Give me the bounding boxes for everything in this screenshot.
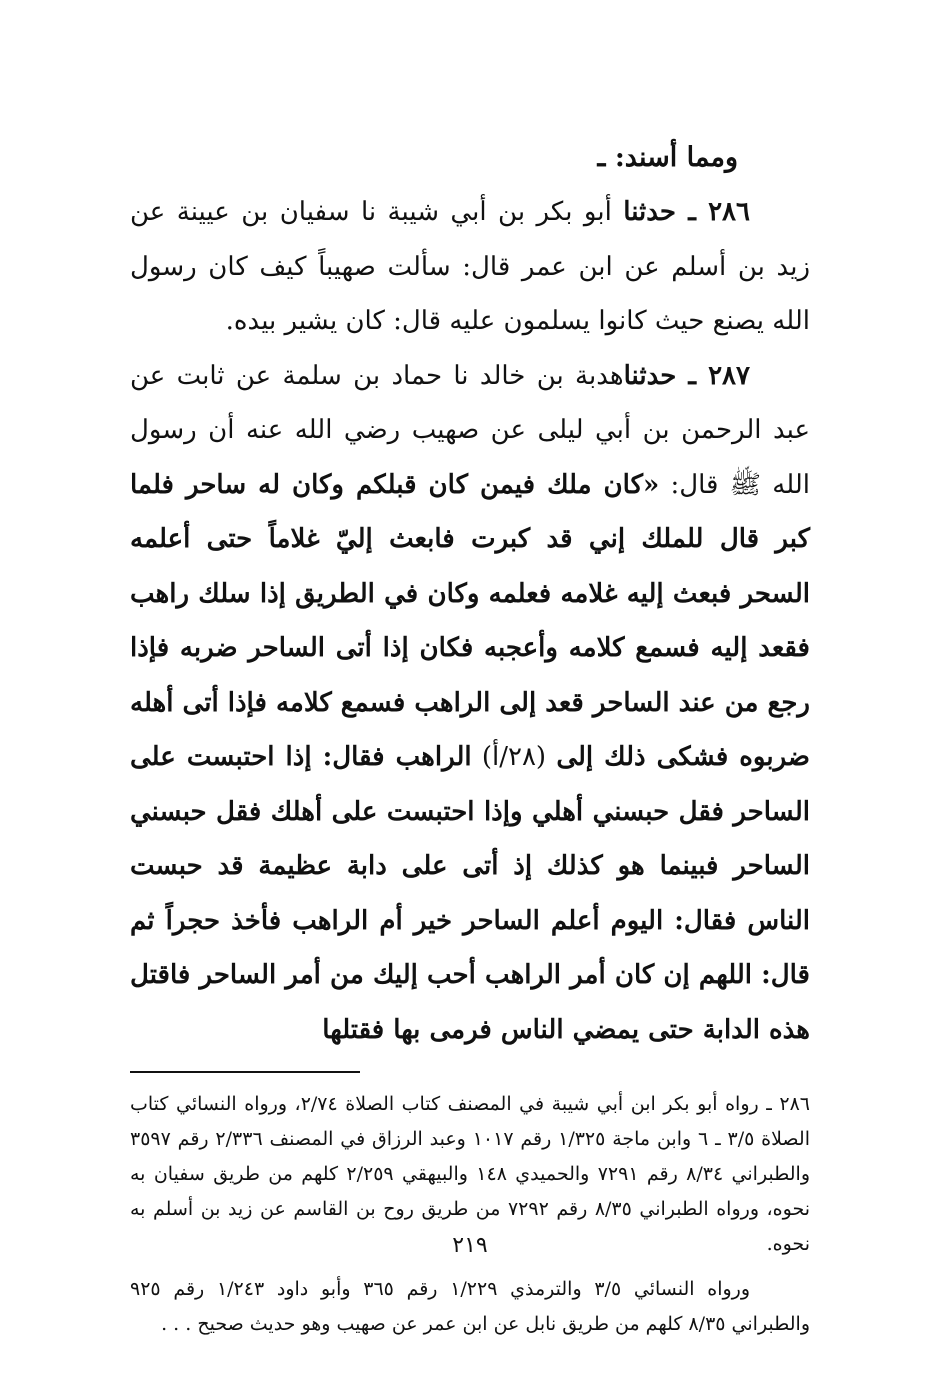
hadith-287 — [130, 349, 810, 1058]
hadith-287-text-bold: «كان ملك فيمن كان قبلكم وكان له ساحر فلما كبر قال للملك إني قد كبرت فابعث إليّ غلاماً حتى أعلمه السحر فبعث إليه غلامه فعلمه وكان في الطريق إذا سلك راهب فقعد إليه فسمع كلامه وأعجبه فكان إذا أتى الساحر ضربه فإذا رجع من عند الساحر قعد إلى الراهب فسمع كلامه فإذا أتى أهله ضربوه فشكى ذلك إلى — [130, 469, 811, 772]
hadith-286 — [130, 185, 810, 349]
hadith-287-text-plain: هدبة بن خالد نا حماد بن سلمة عن ثابت عن عبد الرحمن بن أبي ليلى عن صهيب رضي الله عنه أن رسول الله ﷺ قال: — [130, 360, 811, 500]
footnote-separator — [130, 1071, 360, 1073]
hadith-286-lead: ٢٨٦ ـ حدثنا — [623, 197, 750, 227]
hadith-287-text-bold-2: الراهب فقال: إذا احتبست على الساحر فقل حبسني أهلي وإذا احتبست على أهلك فقل حبسني الساحر فبينما هو كذلك إذ أتى على دابة عظيمة قد حبست الناس فقال: اليوم أعلم الساحر خير أم الراهب فأخذ حجراً ثم قال: اللهم إن كان أمر الراهب أحب إليك من أمر الساحر فاقتل هذه الدابة حتى يمضي الناس فرمى بها فقتلها — [130, 742, 810, 1045]
footnote-286-continued: ورواه النسائي ٣/٥ والترمذي ١/٢٢٩ رقم ٣٦٥ وأبو داود ١/٢٤٣ رقم ٩٢٥ والطبراني ٨/٣٥ كلهم من طريق نابل عن ابن عمر عن صهيب وهو حديث صحيح . . . — [130, 1278, 810, 1335]
hadith-287-lead: ٢٨٧ ـ حدثنا — [623, 360, 750, 391]
section-heading: ومما أسند: ـ — [597, 142, 738, 173]
hadith-286-text: أبو بكر بن أبي شيبة نا سفيان بن عيينة عن زيد بن أسلم عن ابن عمر قال: سألت صهيباً كيف كان رسول الله يصنع حيث كانوا يسلمون عليه قال: كان يشير بيده. — [130, 197, 810, 336]
page-number: ٢١٩ — [452, 1233, 488, 1258]
page-body — [130, 125, 810, 1342]
footnote-286: ٢٨٦ ـ رواه أبو بكر ابن أبي شيبة في المصنف كتاب الصلاة ٢/٧٤، ورواه النسائي كتاب الصلاة ٣/٥ ـ ٦ وابن ماجة ١/٣٢٥ رقم ١٠١٧ وعبد الرزاق في المصنف ٢/٣٣٦ رقم ٣٥٩٧ والطبراني ٨/٣٤ رقم ٧٢٩١ والحميدي ١٤٨ والبيهقي ٢/٢٥٩ كلهم من طريق سفيان به نحوه، ورواه الطبراني ٨/٣٥ رقم ٧٢٩٢ من طريق روح بن القاسم عن زيد بن أسلم به نحوه. — [130, 1093, 811, 1255]
hadith-287-page-ref: (٢٨/أ) — [481, 742, 547, 772]
